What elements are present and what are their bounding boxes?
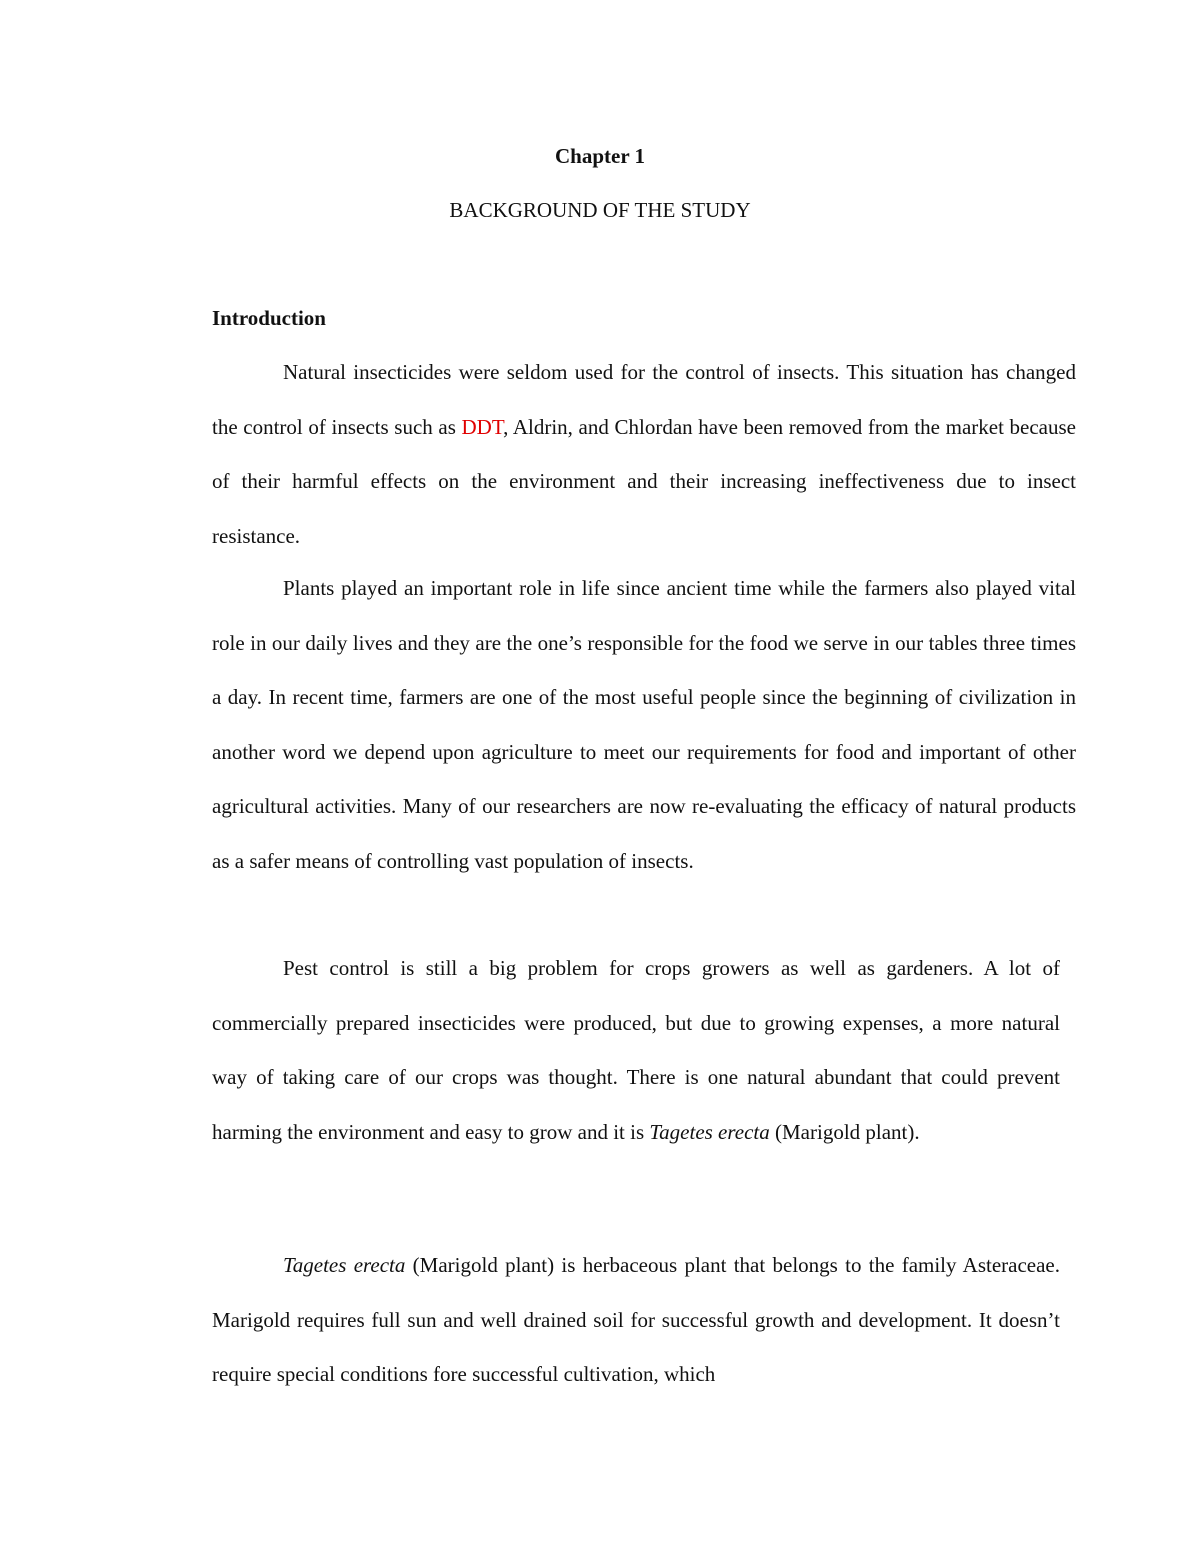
- paragraph-text: Natural insecticides were seldom used for the control of insects. This situation has changed the control of insects such as: [212, 360, 1076, 439]
- paragraph-text: (Marigold plant).: [769, 1119, 920, 1144]
- paragraph-plants: [212, 561, 1076, 888]
- chapter-label: Chapter 1: [554, 144, 646, 168]
- paragraph-text: , Aldrin, and Chlordan have been removed from the market because of their harmful effects on the environment and their increasing ineffectiveness due to insect resistance.: [212, 414, 1076, 548]
- paragraph-marigold: [212, 1238, 1060, 1402]
- chapter-title: BACKGROUND OF THE STUDY: [449, 198, 751, 222]
- ddt-highlight: DDT: [461, 414, 504, 439]
- paragraph-pest-control: [212, 941, 1060, 1159]
- section-heading: Introduction: [212, 306, 326, 330]
- paragraph-text: Plants played an important role in life since ancient time while the farmers also played vital role in our daily lives and they are the one’s responsible for the food we serve in our tables three times a day. In recent time, farmers are one of the most useful people since the beginning of civilization in another word we depend upon agriculture to meet our requirements for food and important of other agricultural activities. Many of our researchers are now re-evaluating the efficacy of natural products as a safer means of controlling vast population of insects.: [212, 576, 1076, 873]
- species-name: Tagetes erecta: [283, 1253, 406, 1277]
- paragraph-insecticides: [212, 345, 1076, 563]
- species-name: Tagetes erecta: [649, 1119, 770, 1144]
- paragraph-text: (Marigold plant) is herbaceous plant that belongs to the family Asteraceae. Marigold requires full sun and well drained soil for successful growth and development. It doesn’t require special conditions fore successful cultivation, which: [212, 1253, 1060, 1386]
- paragraph-text: Pest control is still a big problem for crops growers as well as gardeners. A lot of commercially prepared insecticides were produced, but due to growing expenses, a more natural way of taking care of our crops was thought. There is one natural abundant that could prevent harming the environment and easy to grow and it is: [212, 956, 1060, 1144]
